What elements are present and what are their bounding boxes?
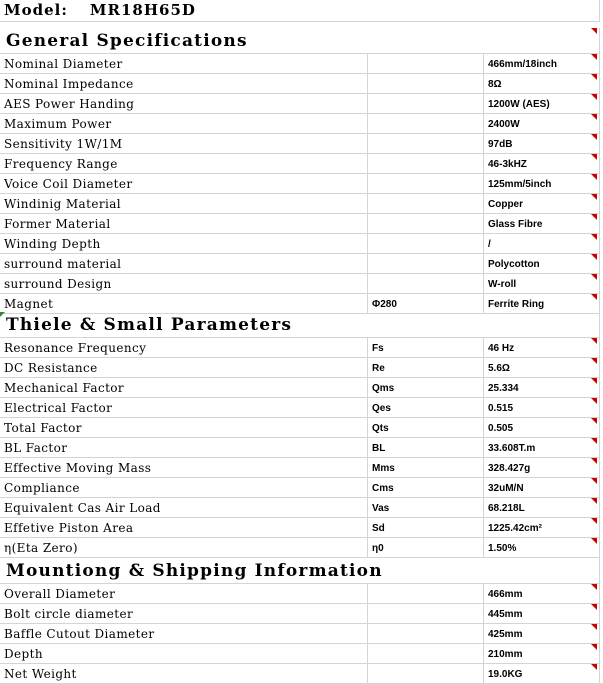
symbol-cell[interactable] xyxy=(368,518,484,537)
spec-row[interactable] xyxy=(0,234,603,254)
spec-row[interactable] xyxy=(0,174,603,194)
comment-marker-icon xyxy=(591,274,597,280)
parameter-value: Ferrite Ring xyxy=(488,299,545,310)
parameter-value: 425mm xyxy=(488,629,523,640)
spec-row[interactable] xyxy=(0,458,603,478)
spec-row[interactable] xyxy=(0,154,603,174)
symbol-cell[interactable] xyxy=(368,378,484,397)
spec-row[interactable] xyxy=(0,274,603,294)
parameter-cell[interactable] xyxy=(0,398,368,417)
parameter-label: Voice Coil Diameter xyxy=(4,177,133,191)
symbol-cell[interactable] xyxy=(368,624,484,643)
parameter-value: 46 Hz xyxy=(488,343,515,354)
parameter-label: Nominal Impedance xyxy=(4,77,134,91)
comment-marker-icon xyxy=(591,478,597,484)
parameter-label: Baffle Cutout Diameter xyxy=(4,627,155,641)
symbol-cell[interactable] xyxy=(368,154,484,173)
value-cell[interactable] xyxy=(484,114,600,133)
section-heading: Thiele & Small Parameters xyxy=(6,315,293,335)
symbol-cell[interactable] xyxy=(368,94,484,113)
parameter-label: DC Resistance xyxy=(4,361,98,375)
parameter-value: 5.6Ω xyxy=(488,363,510,374)
parameter-value: 466mm/18inch xyxy=(488,59,557,70)
parameter-cell[interactable] xyxy=(0,538,368,557)
parameter-cell[interactable] xyxy=(0,194,368,213)
symbol-cell[interactable] xyxy=(368,274,484,293)
parameter-label: Maximum Power xyxy=(4,117,112,131)
parameter-cell[interactable] xyxy=(0,154,368,173)
parameter-cell[interactable] xyxy=(0,254,368,273)
value-cell[interactable] xyxy=(484,274,600,293)
value-cell[interactable] xyxy=(484,458,600,477)
parameter-symbol: BL xyxy=(372,443,386,454)
parameter-label: Magnet xyxy=(4,297,54,311)
parameter-label: Sensitivity 1W/1M xyxy=(4,137,123,151)
parameter-symbol: Fs xyxy=(372,343,384,354)
parameter-cell[interactable] xyxy=(0,214,368,233)
parameter-label: Effetive Piston Area xyxy=(4,521,134,535)
parameter-cell[interactable] xyxy=(0,478,368,497)
comment-marker-icon xyxy=(591,134,597,140)
parameter-label: surround material xyxy=(4,257,122,271)
parameter-symbol: Sd xyxy=(372,523,385,534)
parameter-label: surround Design xyxy=(4,277,112,291)
comment-marker-icon xyxy=(591,418,597,424)
value-cell[interactable] xyxy=(484,518,600,537)
comment-marker-icon xyxy=(591,114,597,120)
spec-row[interactable] xyxy=(0,478,603,498)
symbol-cell[interactable] xyxy=(368,174,484,193)
parameter-value: 32uM/N xyxy=(488,483,524,494)
parameter-label: Electrical Factor xyxy=(4,401,113,415)
parameter-value: 2400W xyxy=(488,119,520,130)
comment-marker-icon xyxy=(591,644,597,650)
parameter-label: Equivalent Cas Air Load xyxy=(4,501,161,515)
mounting-shipping-header[interactable] xyxy=(0,558,603,584)
parameter-cell[interactable] xyxy=(0,94,368,113)
parameter-value: 97dB xyxy=(488,139,513,150)
comment-marker-icon xyxy=(591,498,597,504)
parameter-cell[interactable] xyxy=(0,624,368,643)
comment-marker-icon xyxy=(591,398,597,404)
parameter-cell[interactable] xyxy=(0,114,368,133)
section-heading: General Specifications xyxy=(6,31,248,51)
parameter-value: 1.50% xyxy=(488,543,517,554)
parameter-value: 445mm xyxy=(488,609,523,620)
value-cell[interactable] xyxy=(484,338,600,357)
spec-row[interactable] xyxy=(0,438,603,458)
symbol-cell[interactable] xyxy=(368,398,484,417)
spec-row[interactable] xyxy=(0,194,603,214)
parameter-value: 1200W (AES) xyxy=(488,99,550,110)
value-cell[interactable] xyxy=(484,358,600,377)
comment-marker-icon xyxy=(591,234,597,240)
parameter-label: Nominal Diameter xyxy=(4,57,123,71)
value-cell[interactable] xyxy=(484,174,600,193)
value-cell[interactable] xyxy=(484,194,600,213)
value-cell[interactable] xyxy=(484,538,600,557)
comment-marker-icon xyxy=(591,54,597,60)
parameter-value: 46-3kHZ xyxy=(488,159,527,170)
value-cell[interactable] xyxy=(484,644,600,663)
comment-marker-icon xyxy=(591,584,597,590)
symbol-cell[interactable] xyxy=(368,418,484,437)
spec-row[interactable] xyxy=(0,584,603,604)
comment-marker-icon xyxy=(591,154,597,160)
symbol-cell[interactable] xyxy=(368,254,484,273)
parameter-label: Total Factor xyxy=(4,421,82,435)
value-cell[interactable] xyxy=(484,498,600,517)
parameter-symbol: Qms xyxy=(372,383,395,394)
symbol-cell[interactable] xyxy=(368,644,484,663)
parameter-cell[interactable] xyxy=(0,134,368,153)
comment-marker-icon xyxy=(591,338,597,344)
value-cell[interactable] xyxy=(484,294,600,313)
comment-marker-icon xyxy=(591,294,597,300)
parameter-symbol: Qts xyxy=(372,423,389,434)
symbol-cell[interactable] xyxy=(368,664,484,683)
parameter-label: Depth xyxy=(4,647,43,661)
parameter-symbol: Vas xyxy=(372,503,390,514)
spec-row[interactable] xyxy=(0,624,603,644)
comment-marker-icon xyxy=(591,254,597,260)
spec-row[interactable] xyxy=(0,134,603,154)
parameter-label: Bolt circle diameter xyxy=(4,607,134,621)
symbol-cell[interactable] xyxy=(368,478,484,497)
symbol-cell[interactable] xyxy=(368,134,484,153)
parameter-symbol: Φ280 xyxy=(372,299,397,310)
parameter-label: Frequency Range xyxy=(4,157,118,171)
value-cell[interactable] xyxy=(484,154,600,173)
spec-row[interactable] xyxy=(0,498,603,518)
parameter-label: Net Weight xyxy=(4,667,77,681)
value-cell[interactable] xyxy=(484,94,600,113)
symbol-cell[interactable] xyxy=(368,74,484,93)
parameter-cell[interactable] xyxy=(0,234,368,253)
spec-row[interactable] xyxy=(0,664,603,684)
parameter-symbol: Mms xyxy=(372,463,395,474)
parameter-cell[interactable] xyxy=(0,664,368,683)
value-cell[interactable] xyxy=(484,254,600,273)
comment-marker-icon xyxy=(591,74,597,80)
comment-marker-icon xyxy=(591,604,597,610)
comment-marker-icon xyxy=(591,518,597,524)
parameter-value: Glass Fibre xyxy=(488,219,543,230)
parameter-cell[interactable] xyxy=(0,274,368,293)
parameter-label: Former Material xyxy=(4,217,111,231)
parameter-symbol: Cms xyxy=(372,483,394,494)
spec-row[interactable] xyxy=(0,518,603,538)
parameter-label: AES Power Handing xyxy=(4,97,135,111)
spec-row[interactable] xyxy=(0,338,603,358)
parameter-label: Compliance xyxy=(4,481,80,495)
model-title-row[interactable] xyxy=(0,0,603,22)
spec-row[interactable] xyxy=(0,74,603,94)
comment-marker-icon xyxy=(591,378,597,384)
value-cell[interactable] xyxy=(484,438,600,457)
spec-row[interactable] xyxy=(0,398,603,418)
section-heading: Mountiong & Shipping Information xyxy=(6,561,383,581)
parameter-label: Mechanical Factor xyxy=(4,381,125,395)
comment-marker-icon xyxy=(591,194,597,200)
model-label: Model: xyxy=(4,1,68,19)
symbol-cell[interactable] xyxy=(368,358,484,377)
parameter-value: 33.608T.m xyxy=(488,443,536,454)
parameter-value: 8Ω xyxy=(488,79,502,90)
value-cell[interactable] xyxy=(484,378,600,397)
spec-row[interactable] xyxy=(0,358,603,378)
symbol-cell[interactable] xyxy=(368,438,484,457)
value-cell[interactable] xyxy=(484,214,600,233)
parameter-symbol: η0 xyxy=(372,543,384,554)
value-cell[interactable] xyxy=(484,134,600,153)
symbol-cell[interactable] xyxy=(368,338,484,357)
parameter-label: BL Factor xyxy=(4,441,68,455)
value-cell[interactable] xyxy=(484,584,600,603)
spec-row[interactable] xyxy=(0,644,603,664)
spec-row[interactable] xyxy=(0,538,603,558)
parameter-value: 0.515 xyxy=(488,403,514,414)
parameter-value: 0.505 xyxy=(488,423,514,434)
comment-marker-icon xyxy=(591,664,597,670)
spec-row[interactable] xyxy=(0,254,603,274)
parameter-cell[interactable] xyxy=(0,378,368,397)
parameter-value: W-roll xyxy=(488,279,517,290)
parameter-value: 125mm/5inch xyxy=(488,179,552,190)
spec-row[interactable] xyxy=(0,294,603,314)
parameter-cell[interactable] xyxy=(0,644,368,663)
comment-marker-icon xyxy=(591,438,597,444)
parameter-value: 466mm xyxy=(488,589,523,600)
symbol-cell[interactable] xyxy=(368,54,484,73)
value-cell[interactable] xyxy=(484,624,600,643)
parameter-cell[interactable] xyxy=(0,498,368,517)
value-cell[interactable] xyxy=(484,234,600,253)
parameter-value: 68.218L xyxy=(488,503,525,514)
symbol-cell[interactable] xyxy=(368,604,484,623)
value-cell[interactable] xyxy=(484,398,600,417)
spec-row[interactable] xyxy=(0,114,603,134)
symbol-cell[interactable] xyxy=(368,214,484,233)
parameter-label: η(Eta Zero) xyxy=(4,541,78,555)
parameter-symbol: Qes xyxy=(372,403,391,414)
parameter-label: Winding Depth xyxy=(4,237,101,251)
parameter-label: Overall Diameter xyxy=(4,587,116,601)
parameter-value: 1225.42cm² xyxy=(488,523,542,534)
parameter-cell[interactable] xyxy=(0,74,368,93)
parameter-value: / xyxy=(488,239,491,250)
symbol-cell[interactable] xyxy=(368,294,484,313)
value-cell[interactable] xyxy=(484,478,600,497)
symbol-cell[interactable] xyxy=(368,584,484,603)
comment-marker-icon xyxy=(591,358,597,364)
parameter-cell[interactable] xyxy=(0,294,368,313)
parameter-cell[interactable] xyxy=(0,358,368,377)
parameter-cell[interactable] xyxy=(0,438,368,457)
parameter-cell[interactable] xyxy=(0,604,368,623)
comment-marker-icon xyxy=(591,458,597,464)
comment-marker-icon xyxy=(591,28,597,34)
value-cell[interactable] xyxy=(484,418,600,437)
comment-marker-icon xyxy=(591,538,597,544)
spec-row[interactable] xyxy=(0,378,603,398)
comment-marker-icon xyxy=(591,174,597,180)
symbol-cell[interactable] xyxy=(368,114,484,133)
parameter-value: 328.427g xyxy=(488,463,531,474)
model-value: MR18H65D xyxy=(89,1,196,19)
parameter-cell[interactable] xyxy=(0,584,368,603)
symbol-cell[interactable] xyxy=(368,194,484,213)
symbol-cell[interactable] xyxy=(368,458,484,477)
parameter-label: Effective Moving Mass xyxy=(4,461,152,475)
spec-row[interactable] xyxy=(0,214,603,234)
symbol-cell[interactable] xyxy=(368,234,484,253)
parameter-label: Resonance Frequency xyxy=(4,341,147,355)
value-cell[interactable] xyxy=(484,54,600,73)
thiele-small-header[interactable] xyxy=(0,312,603,338)
spec-row[interactable] xyxy=(0,54,603,74)
parameter-value: Polycotton xyxy=(488,259,540,270)
value-cell[interactable] xyxy=(484,604,600,623)
spec-row[interactable] xyxy=(0,604,603,624)
value-cell[interactable] xyxy=(484,74,600,93)
comment-marker-icon xyxy=(591,214,597,220)
parameter-cell[interactable] xyxy=(0,458,368,477)
parameter-cell[interactable] xyxy=(0,518,368,537)
general-specifications-header[interactable] xyxy=(0,28,603,54)
comment-marker-icon xyxy=(591,94,597,100)
parameter-cell[interactable] xyxy=(0,338,368,357)
spec-row[interactable] xyxy=(0,94,603,114)
parameter-value: Copper xyxy=(488,199,523,210)
parameter-value: 25.334 xyxy=(488,383,519,394)
value-cell[interactable] xyxy=(484,664,600,683)
symbol-cell[interactable] xyxy=(368,498,484,517)
parameter-cell[interactable] xyxy=(0,174,368,193)
spec-row[interactable] xyxy=(0,418,603,438)
parameter-value: 210mm xyxy=(488,649,523,660)
parameter-label: Windinig Material xyxy=(4,197,122,211)
comment-marker-icon xyxy=(591,624,597,630)
parameter-cell[interactable] xyxy=(0,418,368,437)
parameter-cell[interactable] xyxy=(0,54,368,73)
parameter-symbol: Re xyxy=(372,363,385,374)
parameter-value: 19.0KG xyxy=(488,669,523,680)
symbol-cell[interactable] xyxy=(368,538,484,557)
